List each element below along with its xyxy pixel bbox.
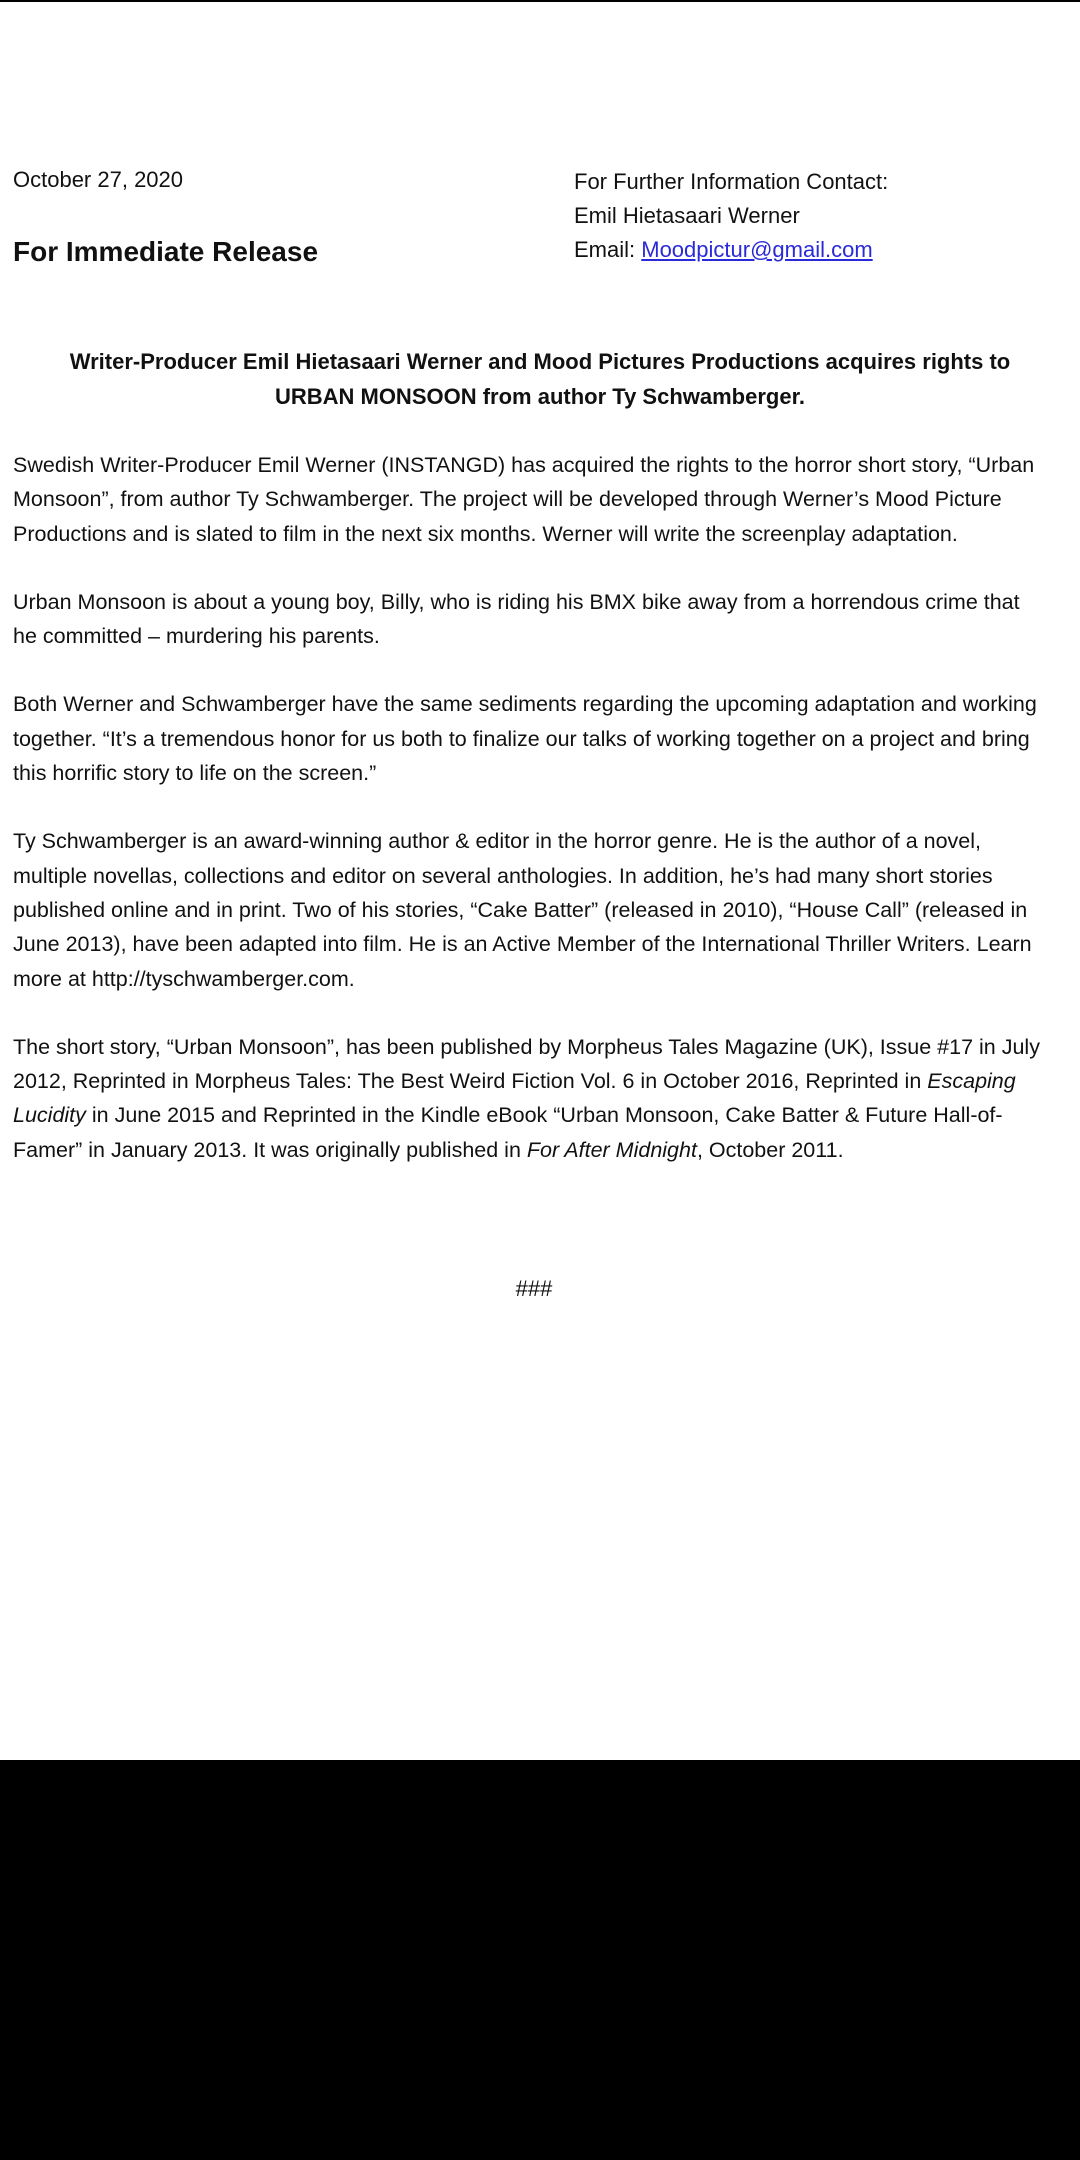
paragraph-5-part-c: in June 2015 and Reprinted in the Kindle eBook “Urban Monsoon, Cake Batter & Future Hall-of-Famer” in January 2013. It was originally published in xyxy=(13,1103,1003,1162)
contact-name: Emil Hietasaari Werner xyxy=(574,203,800,228)
title-escaping-lucidity: Escaping Lucidity xyxy=(13,1069,1016,1128)
paragraph-1: Swedish Writer-Producer Emil Werner (INSTANGD) has acquired the rights to the horror short story, “Urban Monsoon”, from author Ty Schwamberger. The project will be developed through Werner’s Mood Picture Productions and is slated to film in the next six months. Werner will write the screenplay adaptation. xyxy=(13,453,1035,546)
press-release-page xyxy=(0,2,1080,1760)
paragraph-2: Urban Monsoon is about a young boy, Billy, who is riding his BMX bike away from a horrendous crime that he committed – murdering his parents. xyxy=(13,589,1020,649)
email-row xyxy=(574,233,888,267)
paragraph-4: Ty Schwamberger is an award-winning author & editor in the horror genre. He is the author of a novel, multiple novellas, collections and editor on several anthologies. In addition, he’s had many short stories published online and in print. Two of his stories, “Cake Batter” (released in 2010), “House Call” (released in June 2013), have been adapted into film. He is an Active Member of the International Thriller Writers. Learn more at http://tyschwamberger.com. xyxy=(13,829,1032,991)
email-label: Email: xyxy=(574,237,636,262)
release-date: October 27, 2020 xyxy=(13,167,184,192)
release-label: For Immediate Release xyxy=(13,236,319,267)
title-for-after-midnight: For After Midnight xyxy=(526,1137,697,1162)
contact-block xyxy=(574,165,888,267)
paragraph-5-part-e: , October 2011. xyxy=(696,1137,844,1162)
paragraph-5-part-a: The short story, “Urban Monsoon”, has been published by Morpheus Tales Magazine (UK), Issue #17 in July 2012, Reprinted in Morpheus Tales: The Best Weird Fiction Vol. 6 in October 2016, Reprinted in xyxy=(13,1034,1040,1094)
contact-label: For Further Information Contact: xyxy=(574,169,889,194)
paragraph-3: Both Werner and Schwamberger have the same sediments regarding the upcoming adaptation and working together. “It’s a tremendous honor for us both to finalize our talks of working together on a project and bring this horrific story to life on the screen.” xyxy=(13,692,1037,786)
email-link[interactable]: Moodpictur@gmail.com xyxy=(641,237,873,262)
headline: Writer-Producer Emil Hietasaari Werner and Mood Pictures Productions acquires rights to URBAN MONSOON from author Ty Schwamberger. xyxy=(69,349,1011,409)
end-mark: ### xyxy=(515,1276,553,1301)
body-text xyxy=(13,448,1043,1201)
paragraph-5 xyxy=(13,1030,1043,1167)
